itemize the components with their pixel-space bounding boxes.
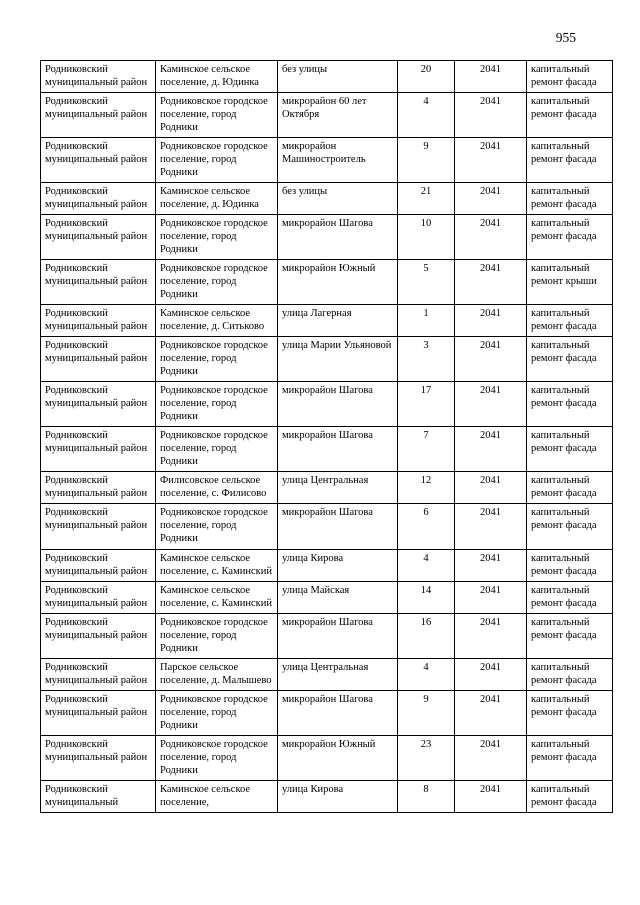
cell-year: 2041 xyxy=(455,215,527,260)
cell-house: 20 xyxy=(398,61,455,93)
table-row xyxy=(41,93,613,138)
cell-house: 4 xyxy=(398,549,455,581)
cell-house: 9 xyxy=(398,138,455,183)
cell-settlement: Родниковское городское поселение, город Родники xyxy=(156,382,278,427)
page-number: 955 xyxy=(555,30,576,45)
cell-work: капитальный ремонт фасада xyxy=(527,305,613,337)
cell-district: Родниковский муниципальный район xyxy=(41,382,156,427)
table-row xyxy=(41,305,613,337)
cell-house: 6 xyxy=(398,504,455,549)
cell-house: 23 xyxy=(398,735,455,780)
cell-year: 2041 xyxy=(455,504,527,549)
cell-district: Родниковский муниципальный район xyxy=(41,138,156,183)
cell-year: 2041 xyxy=(455,427,527,472)
cell-work: капитальный ремонт фасада xyxy=(527,690,613,735)
cell-street: микрорайон 60 лет Октября xyxy=(278,93,398,138)
cell-street: улица Майская xyxy=(278,581,398,613)
cell-street: улица Кирова xyxy=(278,780,398,812)
cell-settlement: Каминское сельское поселение, д. Юдинка xyxy=(156,183,278,215)
cell-district: Родниковский муниципальный район xyxy=(41,337,156,382)
cell-year: 2041 xyxy=(455,735,527,780)
table-row xyxy=(41,382,613,427)
cell-house: 1 xyxy=(398,305,455,337)
cell-work: капитальный ремонт фасада xyxy=(527,138,613,183)
table-row xyxy=(41,472,613,504)
cell-work: капитальный ремонт фасада xyxy=(527,61,613,93)
cell-street: улица Центральная xyxy=(278,472,398,504)
cell-district: Родниковский муниципальный xyxy=(41,780,156,812)
cell-house: 16 xyxy=(398,613,455,658)
table-row xyxy=(41,549,613,581)
cell-street: улица Марии Ульяновой xyxy=(278,337,398,382)
cell-settlement: Каминское сельское поселение, д. Ситьково xyxy=(156,305,278,337)
cell-year: 2041 xyxy=(455,690,527,735)
cell-work: капитальный ремонт фасада xyxy=(527,581,613,613)
cell-work: капитальный ремонт фасада xyxy=(527,658,613,690)
cell-street: микрорайон Шагова xyxy=(278,215,398,260)
cell-year: 2041 xyxy=(455,61,527,93)
cell-work: капитальный ремонт фасада xyxy=(527,613,613,658)
cell-settlement: Родниковское городское поселение, город Родники xyxy=(156,260,278,305)
cell-settlement: Родниковское городское поселение, город Родники xyxy=(156,215,278,260)
cell-street: микрорайон Шагова xyxy=(278,427,398,472)
cell-year: 2041 xyxy=(455,260,527,305)
cell-work: капитальный ремонт фасада xyxy=(527,780,613,812)
cell-year: 2041 xyxy=(455,581,527,613)
cell-house: 10 xyxy=(398,215,455,260)
cell-district: Родниковский муниципальный район xyxy=(41,504,156,549)
table-body xyxy=(41,61,613,813)
cell-district: Родниковский муниципальный район xyxy=(41,93,156,138)
cell-street: микрорайон Шагова xyxy=(278,613,398,658)
cell-street: микрорайон Шагова xyxy=(278,690,398,735)
table-row xyxy=(41,61,613,93)
cell-district: Родниковский муниципальный район xyxy=(41,260,156,305)
cell-settlement: Каминское сельское поселение, д. Юдинка xyxy=(156,61,278,93)
cell-house: 8 xyxy=(398,780,455,812)
cell-work: капитальный ремонт фасада xyxy=(527,549,613,581)
cell-settlement: Филисовское сельское поселение, с. Филисово xyxy=(156,472,278,504)
cell-street: улица Центральная xyxy=(278,658,398,690)
cell-work: капитальный ремонт фасада xyxy=(527,472,613,504)
cell-house: 7 xyxy=(398,427,455,472)
table-row xyxy=(41,183,613,215)
cell-work: капитальный ремонт фасада xyxy=(527,215,613,260)
cell-district: Родниковский муниципальный район xyxy=(41,613,156,658)
cell-house: 21 xyxy=(398,183,455,215)
cell-house: 4 xyxy=(398,93,455,138)
cell-street: улица Кирова xyxy=(278,549,398,581)
cell-year: 2041 xyxy=(455,93,527,138)
cell-house: 12 xyxy=(398,472,455,504)
cell-settlement: Родниковское городское поселение, город Родники xyxy=(156,690,278,735)
cell-street: микрорайон Южный xyxy=(278,735,398,780)
cell-street: без улицы xyxy=(278,61,398,93)
cell-work: капитальный ремонт фасада xyxy=(527,93,613,138)
cell-settlement: Каминское сельское поселение, xyxy=(156,780,278,812)
cell-district: Родниковский муниципальный район xyxy=(41,735,156,780)
cell-work: капитальный ремонт фасада xyxy=(527,337,613,382)
cell-district: Родниковский муниципальный район xyxy=(41,658,156,690)
cell-settlement: Парское сельское поселение, д. Малышево xyxy=(156,658,278,690)
cell-year: 2041 xyxy=(455,472,527,504)
cell-settlement: Родниковское городское поселение, город Родники xyxy=(156,504,278,549)
cell-work: капитальный ремонт фасада xyxy=(527,735,613,780)
table-row xyxy=(41,690,613,735)
cell-settlement: Родниковское городское поселение, город Родники xyxy=(156,427,278,472)
cell-settlement: Родниковское городское поселение, город Родники xyxy=(156,735,278,780)
cell-year: 2041 xyxy=(455,613,527,658)
cell-settlement: Родниковское городское поселение, город Родники xyxy=(156,613,278,658)
cell-work: капитальный ремонт фасада xyxy=(527,427,613,472)
cell-house: 14 xyxy=(398,581,455,613)
cell-district: Родниковский муниципальный район xyxy=(41,427,156,472)
table-row xyxy=(41,260,613,305)
cell-district: Родниковский муниципальный район xyxy=(41,61,156,93)
cell-house: 9 xyxy=(398,690,455,735)
cell-street: микрорайон Южный xyxy=(278,260,398,305)
table-row xyxy=(41,504,613,549)
cell-district: Родниковский муниципальный район xyxy=(41,305,156,337)
cell-year: 2041 xyxy=(455,305,527,337)
table-row xyxy=(41,735,613,780)
cell-year: 2041 xyxy=(455,337,527,382)
table-row xyxy=(41,658,613,690)
cell-house: 3 xyxy=(398,337,455,382)
cell-work: капитальный ремонт фасада xyxy=(527,183,613,215)
cell-year: 2041 xyxy=(455,549,527,581)
cell-year: 2041 xyxy=(455,780,527,812)
cell-work: капитальный ремонт крыши xyxy=(527,260,613,305)
cell-district: Родниковский муниципальный район xyxy=(41,215,156,260)
cell-district: Родниковский муниципальный район xyxy=(41,690,156,735)
cell-work: капитальный ремонт фасада xyxy=(527,382,613,427)
cell-district: Родниковский муниципальный район xyxy=(41,183,156,215)
cell-house: 17 xyxy=(398,382,455,427)
table-row xyxy=(41,215,613,260)
cell-settlement: Родниковское городское поселение, город Родники xyxy=(156,138,278,183)
table-row xyxy=(41,337,613,382)
cell-street: микрорайон Машиностроитель xyxy=(278,138,398,183)
cell-settlement: Родниковское городское поселение, город Родники xyxy=(156,337,278,382)
cell-year: 2041 xyxy=(455,658,527,690)
cell-street: улица Лагерная xyxy=(278,305,398,337)
cell-year: 2041 xyxy=(455,382,527,427)
cell-street: микрорайон Шагова xyxy=(278,504,398,549)
table-row xyxy=(41,427,613,472)
cell-settlement: Родниковское городское поселение, город Родники xyxy=(156,93,278,138)
repair-schedule-table xyxy=(40,60,613,813)
table-row xyxy=(41,581,613,613)
cell-street: микрорайон Шагова xyxy=(278,382,398,427)
table-row xyxy=(41,780,613,812)
cell-year: 2041 xyxy=(455,183,527,215)
cell-district: Родниковский муниципальный район xyxy=(41,549,156,581)
cell-district: Родниковский муниципальный район xyxy=(41,581,156,613)
table-row xyxy=(41,138,613,183)
cell-year: 2041 xyxy=(455,138,527,183)
cell-district: Родниковский муниципальный район xyxy=(41,472,156,504)
cell-settlement: Каминское сельское поселение, с. Каминский xyxy=(156,581,278,613)
cell-settlement: Каминское сельское поселение, с. Каминский xyxy=(156,549,278,581)
cell-street: без улицы xyxy=(278,183,398,215)
cell-house: 4 xyxy=(398,658,455,690)
table-row xyxy=(41,613,613,658)
cell-house: 5 xyxy=(398,260,455,305)
cell-work: капитальный ремонт фасада xyxy=(527,504,613,549)
